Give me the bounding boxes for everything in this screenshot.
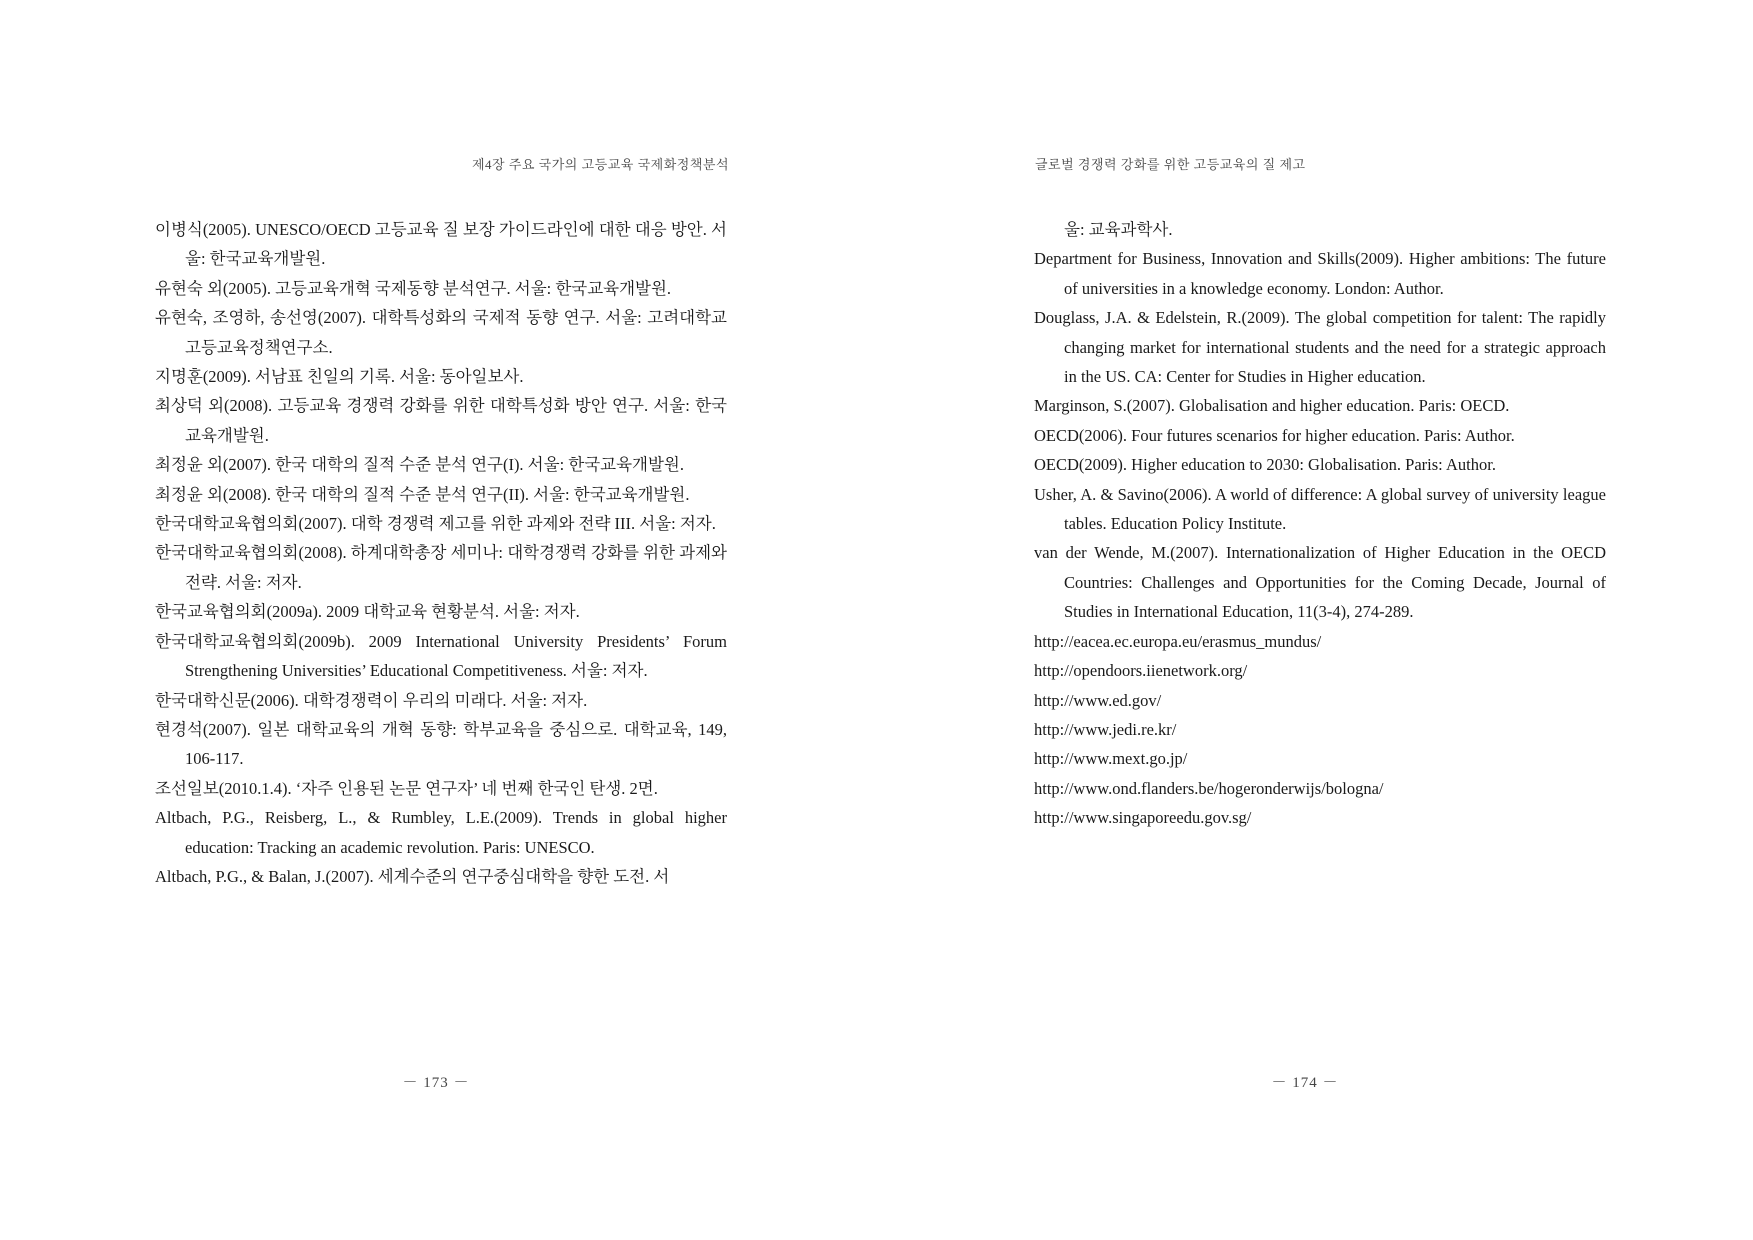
reference-list — [1034, 215, 1606, 833]
reference-entry: 현경석(2007). 일본 대학교육의 개혁 동향: 학부교육을 중심으로. 대학교육, 149, 106-117. — [155, 719, 727, 769]
reference-entry: Department for Business, Innovation and Skills(2009). Higher ambitions: The future of universities in a knowledge economy. London: Author. — [1034, 249, 1606, 298]
reference-link[interactable]: http://eacea.ec.europa.eu/erasmus_mundus/ — [1034, 631, 1322, 651]
reference-entry: 유현숙 외(2005). 고등교육개혁 국제동향 분석연구. 서울: 한국교육개발원. — [155, 278, 672, 298]
reference-entry: van der Wende, M.(2007). Internationalization of Higher Education in the OECD Countries: Challenges and Opportunities for the Coming Decade, Journal of Studies in International Education, 11(3-4), 274-289. — [1034, 543, 1606, 622]
right-page — [877, 0, 1753, 1240]
reference-entry: 조선일보(2010.1.4). ‘자주 인용된 논문 연구자’ 네 번째 한국인 탄생. 2면. — [155, 778, 658, 798]
left-page — [0, 0, 876, 1240]
reference-entry: 한국대학교육협의회(2009b). 2009 International University Presidents’ Forum Strengthening Universities’ Educational Competitiveness. 서울: 저자. — [155, 631, 727, 681]
running-header: 글로벌 경쟁력 강화를 위한 고등교육의 질 제고 — [1035, 157, 1306, 172]
reference-entry: Marginson, S.(2007). Globalisation and higher education. Paris: OECD. — [1034, 396, 1510, 416]
page-number: － 174 － — [1271, 1075, 1339, 1091]
reference-link[interactable]: http://opendoors.iienetwork.org/ — [1034, 661, 1248, 681]
reference-list — [155, 215, 727, 891]
reference-entry: 지명훈(2009). 서남표 친일의 기록. 서울: 동아일보사. — [155, 367, 524, 387]
reference-entry: 한국대학교육협의회(2007). 대학 경쟁력 제고를 위한 과제와 전략 III. 서울: 저자. — [155, 514, 716, 534]
reference-link[interactable]: http://www.ond.flanders.be/hogeronderwijs/bologna/ — [1034, 778, 1384, 798]
reference-entry: Usher, A. & Savino(2006). A world of difference: A global survey of university league tables. Education Policy Institute. — [1034, 484, 1606, 534]
reference-link[interactable]: http://www.jedi.re.kr/ — [1034, 719, 1177, 739]
page-number: － 173 － — [402, 1075, 470, 1091]
reference-entry: 한국대학교육협의회(2008). 하계대학총장 세미나: 대학경쟁력 강화를 위한 과제와 전략. 서울: 저자. — [155, 543, 727, 592]
reference-entry: 최정윤 외(2007). 한국 대학의 질적 수준 분석 연구(I). 서울: 한국교육개발원. — [155, 455, 684, 475]
reference-entry: Altbach, P.G., Reisberg, L., & Rumbley, L.E.(2009). Trends in global higher education: Tracking an academic revolution. Paris: UNESCO. — [155, 808, 727, 857]
reference-entry: 최상덕 외(2008). 고등교육 경쟁력 강화를 위한 대학특성화 방안 연구. 서울: 한국교육개발원. — [155, 396, 727, 445]
reference-continuation: 울: 교육과학사. — [1064, 220, 1173, 239]
reference-entry: Altbach, P.G., & Balan, J.(2007). 세계수준의 연구중심대학을 향한 도전. 서 — [155, 866, 670, 886]
reference-entry: 이병식(2005). UNESCO/OECD 고등교육 질 보장 가이드라인에 대한 대응 방안. 서울: 한국교육개발원. — [155, 220, 727, 269]
reference-link[interactable]: http://www.mext.go.jp/ — [1034, 749, 1188, 769]
reference-entry: 한국대학신문(2006). 대학경쟁력이 우리의 미래다. 서울: 저자. — [155, 690, 588, 710]
reference-link[interactable]: http://www.ed.gov/ — [1034, 690, 1162, 710]
reference-entry: OECD(2009). Higher education to 2030: Globalisation. Paris: Author. — [1034, 455, 1496, 475]
running-header: 제4장 주요 국가의 고등교육 국제화정책분석 — [471, 157, 729, 172]
reference-entry: Douglass, J.A. & Edelstein, R.(2009). The global competition for talent: The rapidly changing market for international students and the need for a strategic approach in the US. CA: Center for Studies in Higher education. — [1034, 308, 1606, 387]
reference-entry: 최정윤 외(2008). 한국 대학의 질적 수준 분석 연구(II). 서울: 한국교육개발원. — [155, 484, 690, 504]
reference-entry: 유현숙, 조영하, 송선영(2007). 대학특성화의 국제적 동향 연구. 서울: 고려대학교 고등교육정책연구소. — [155, 308, 727, 357]
reference-entry: 한국교육협의회(2009a). 2009 대학교육 현황분석. 서울: 저자. — [155, 602, 580, 622]
reference-entry: OECD(2006). Four futures scenarios for higher education. Paris: Author. — [1034, 425, 1515, 445]
reference-link[interactable]: http://www.singaporeedu.gov.sg/ — [1034, 808, 1252, 828]
